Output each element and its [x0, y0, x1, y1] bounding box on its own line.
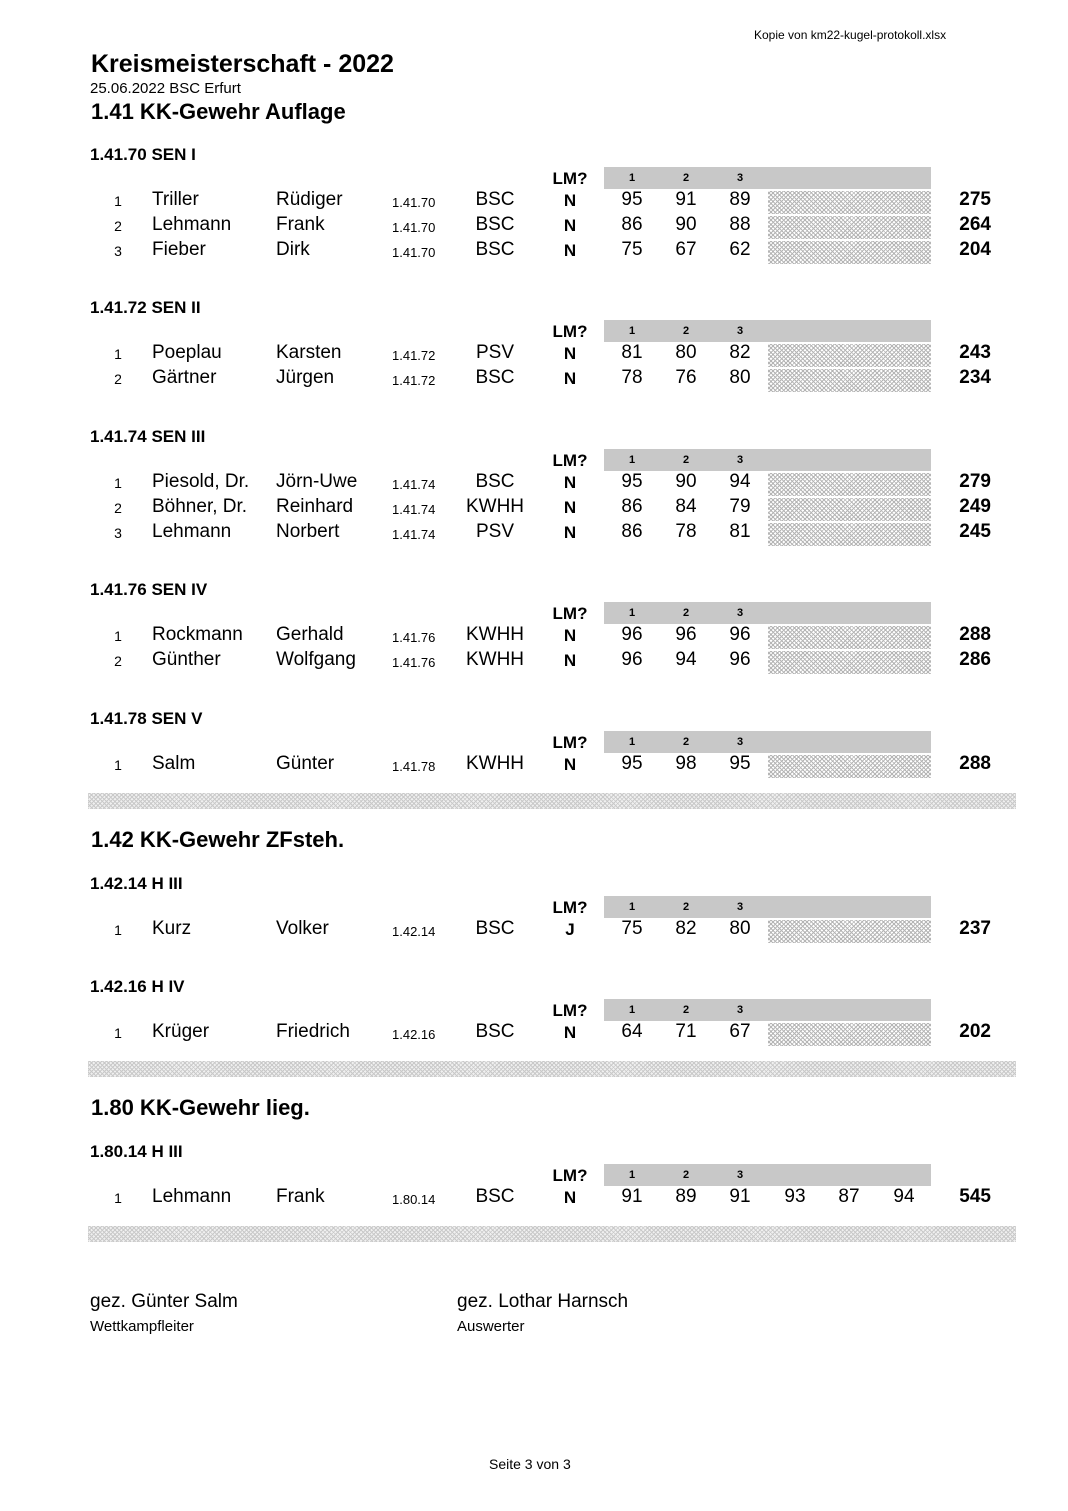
series-header-3: 3 [736, 325, 744, 337]
lm-header: LM? [552, 733, 588, 752]
score-header-bar [604, 999, 931, 1021]
last-name: Lehmann [152, 1186, 232, 1207]
series-score: 89 [729, 189, 751, 210]
club: KWHH [465, 496, 525, 517]
series-score: 78 [621, 367, 643, 388]
page-subtitle: 25.06.2022 BSC Erfurt [90, 80, 241, 97]
series-header-3: 3 [736, 172, 744, 184]
class-number: 1.41.76 [392, 630, 436, 645]
series-score: 67 [729, 1021, 751, 1042]
series-score: 94 [893, 1186, 915, 1207]
page-title: Kreismeisterschaft - 2022 [91, 50, 394, 78]
lm-header: LM? [552, 169, 588, 188]
class-number: 1.41.70 [392, 195, 436, 210]
club: BSC [475, 367, 515, 388]
lm-header: LM? [552, 1166, 588, 1185]
series-header-3: 3 [736, 1169, 744, 1181]
total-score: 275 [959, 189, 991, 210]
series-score: 82 [729, 342, 751, 363]
empty-series-area [768, 473, 931, 496]
lm-flag: N [563, 191, 577, 210]
club: KWHH [465, 649, 525, 670]
lm-flag: N [563, 473, 577, 492]
series-score: 94 [675, 649, 697, 670]
lm-header: LM? [552, 604, 588, 623]
empty-series-area [768, 1023, 931, 1046]
club: BSC [475, 471, 515, 492]
club: BSC [475, 1186, 515, 1207]
lm-flag: N [563, 651, 577, 670]
score-header-bar [604, 449, 931, 471]
total-score: 249 [959, 496, 991, 517]
series-header-3: 3 [736, 454, 744, 466]
series-header-2: 2 [682, 1169, 690, 1181]
signature-role-1: Wettkampfleiter [90, 1318, 194, 1335]
empty-series-area [768, 369, 931, 392]
class-number: 1.41.70 [392, 220, 436, 235]
empty-series-area [768, 523, 931, 546]
series-score: 84 [675, 496, 697, 517]
lm-flag: N [563, 498, 577, 517]
series-score: 86 [621, 496, 643, 517]
section-separator [88, 793, 1016, 809]
class-title: 1.42.14 H III [90, 874, 183, 893]
class-number: 1.41.70 [392, 245, 436, 260]
class-number: 1.80.14 [392, 1192, 436, 1207]
discipline-title: 1.41 KK-Gewehr Auflage [91, 99, 346, 124]
last-name: Triller [152, 189, 199, 210]
rank: 2 [114, 218, 122, 234]
series-score: 86 [621, 214, 643, 235]
first-name: Dirk [276, 239, 310, 260]
series-score: 89 [675, 1186, 697, 1207]
total-score: 202 [959, 1021, 991, 1042]
last-name: Günther [152, 649, 221, 670]
rank: 2 [114, 653, 122, 669]
lm-flag: N [563, 755, 577, 774]
last-name: Gärtner [152, 367, 217, 388]
class-number: 1.41.74 [392, 477, 436, 492]
first-name: Volker [276, 918, 329, 939]
empty-series-area [768, 755, 931, 778]
series-header-2: 2 [682, 1004, 690, 1016]
series-score: 96 [621, 624, 643, 645]
series-score: 87 [838, 1186, 860, 1207]
last-name: Salm [152, 753, 196, 774]
club: PSV [475, 521, 515, 542]
lm-flag: N [563, 1023, 577, 1042]
first-name: Günter [276, 753, 335, 774]
class-number: 1.41.72 [392, 373, 436, 388]
series-header-1: 1 [628, 172, 636, 184]
first-name: Frank [276, 1186, 325, 1207]
first-name: Jörn-Uwe [276, 471, 358, 492]
first-name: Reinhard [276, 496, 354, 517]
series-score: 96 [675, 624, 697, 645]
last-name: Poeplau [152, 342, 222, 363]
lm-flag: N [563, 523, 577, 542]
lm-flag: N [563, 241, 577, 260]
class-title: 1.41.74 SEN III [90, 427, 206, 446]
club: BSC [475, 1021, 515, 1042]
series-header-1: 1 [628, 1004, 636, 1016]
series-header-2: 2 [682, 325, 690, 337]
empty-series-area [768, 498, 931, 521]
first-name: Jürgen [276, 367, 335, 388]
class-number: 1.42.14 [392, 924, 436, 939]
class-title: 1.42.16 H IV [90, 977, 185, 996]
series-header-3: 3 [736, 1004, 744, 1016]
total-score: 204 [959, 239, 991, 260]
series-score: 91 [675, 189, 697, 210]
score-header-bar [604, 1164, 931, 1186]
series-score: 88 [729, 214, 751, 235]
series-score: 80 [729, 367, 751, 388]
signature-role-2: Auswerter [457, 1318, 525, 1335]
series-score: 94 [729, 471, 751, 492]
page-footer: Seite 3 von 3 [489, 1456, 571, 1472]
series-header-1: 1 [628, 736, 636, 748]
total-score: 279 [959, 471, 991, 492]
series-score: 96 [621, 649, 643, 670]
score-header-bar [604, 320, 931, 342]
series-score: 80 [675, 342, 697, 363]
series-header-2: 2 [682, 172, 690, 184]
first-name: Frank [276, 214, 325, 235]
rank: 1 [114, 1025, 122, 1041]
score-header-bar [604, 731, 931, 753]
last-name: Piesold, Dr. [152, 471, 250, 492]
series-score: 98 [675, 753, 697, 774]
rank: 1 [114, 193, 122, 209]
total-score: 286 [959, 649, 991, 670]
series-score: 96 [729, 649, 751, 670]
series-header-3: 3 [736, 901, 744, 913]
series-score: 81 [621, 342, 643, 363]
first-name: Norbert [276, 521, 340, 542]
series-score: 67 [675, 239, 697, 260]
series-header-2: 2 [682, 454, 690, 466]
rank: 1 [114, 922, 122, 938]
series-score: 96 [729, 624, 751, 645]
series-score: 81 [729, 521, 751, 542]
section-separator [88, 1061, 1016, 1077]
last-name: Rockmann [152, 624, 243, 645]
series-header-1: 1 [628, 1169, 636, 1181]
lm-header: LM? [552, 1001, 588, 1020]
class-title: 1.41.72 SEN II [90, 298, 201, 317]
class-title: 1.41.76 SEN IV [90, 580, 208, 599]
series-score: 62 [729, 239, 751, 260]
class-title: 1.41.70 SEN I [90, 145, 196, 164]
series-header-2: 2 [682, 736, 690, 748]
empty-series-area [768, 626, 931, 649]
series-header-2: 2 [682, 607, 690, 619]
empty-series-area [768, 191, 931, 214]
series-score: 79 [729, 496, 751, 517]
series-score: 80 [729, 918, 751, 939]
score-header-bar [604, 167, 931, 189]
club: BSC [475, 918, 515, 939]
score-header-bar [604, 602, 931, 624]
class-title: 1.41.78 SEN V [90, 709, 203, 728]
series-score: 93 [784, 1186, 806, 1207]
rank: 1 [114, 757, 122, 773]
series-header-3: 3 [736, 736, 744, 748]
series-header-1: 1 [628, 454, 636, 466]
discipline-title: 1.42 KK-Gewehr ZFsteh. [91, 827, 345, 852]
rank: 2 [114, 371, 122, 387]
empty-series-area [768, 651, 931, 674]
last-name: Krüger [152, 1021, 210, 1042]
club: PSV [475, 342, 515, 363]
club: KWHH [465, 753, 525, 774]
rank: 3 [114, 243, 122, 259]
class-number: 1.41.72 [392, 348, 436, 363]
last-name: Böhner, Dr. [152, 496, 248, 517]
class-number: 1.41.76 [392, 655, 436, 670]
club: BSC [475, 214, 515, 235]
series-score: 95 [621, 753, 643, 774]
series-score: 90 [675, 471, 697, 492]
total-score: 245 [959, 521, 991, 542]
lm-flag: N [563, 369, 577, 388]
rank: 1 [114, 1190, 122, 1206]
total-score: 234 [959, 367, 991, 388]
series-header-2: 2 [682, 901, 690, 913]
total-score: 264 [959, 214, 991, 235]
section-separator [88, 1226, 1016, 1242]
rank: 1 [114, 346, 122, 362]
signature-name-1: gez. Günter Salm [90, 1291, 238, 1312]
series-header-3: 3 [736, 607, 744, 619]
series-score: 75 [621, 239, 643, 260]
class-number: 1.41.74 [392, 502, 436, 517]
first-name: Rüdiger [276, 189, 343, 210]
total-score: 243 [959, 342, 991, 363]
series-score: 95 [621, 189, 643, 210]
series-score: 90 [675, 214, 697, 235]
lm-header: LM? [552, 322, 588, 341]
series-score: 86 [621, 521, 643, 542]
series-score: 75 [621, 918, 643, 939]
last-name: Lehmann [152, 214, 232, 235]
series-score: 95 [621, 471, 643, 492]
class-title: 1.80.14 H III [90, 1142, 183, 1161]
club: BSC [475, 189, 515, 210]
lm-header: LM? [552, 451, 588, 470]
file-label: Kopie von km22-kugel-protokoll.xlsx [754, 28, 947, 42]
club: KWHH [465, 624, 525, 645]
signature-name-2: gez. Lothar Harnsch [457, 1291, 629, 1312]
class-number: 1.42.16 [392, 1027, 436, 1042]
lm-header: LM? [552, 898, 588, 917]
discipline-title: 1.80 KK-Gewehr lieg. [91, 1095, 310, 1120]
lm-flag: N [563, 216, 577, 235]
total-score: 288 [959, 624, 991, 645]
rank: 3 [114, 525, 122, 541]
last-name: Lehmann [152, 521, 232, 542]
series-header-1: 1 [628, 325, 636, 337]
series-score: 82 [675, 918, 697, 939]
first-name: Gerhald [276, 624, 344, 645]
last-name: Kurz [152, 918, 192, 939]
rank: 1 [114, 628, 122, 644]
lm-flag: N [563, 344, 577, 363]
series-score: 64 [621, 1021, 643, 1042]
total-score: 545 [959, 1186, 991, 1207]
total-score: 288 [959, 753, 991, 774]
series-header-1: 1 [628, 901, 636, 913]
empty-series-area [768, 216, 931, 239]
series-score: 76 [675, 367, 697, 388]
class-number: 1.41.78 [392, 759, 436, 774]
empty-series-area [768, 920, 931, 943]
empty-series-area [768, 344, 931, 367]
empty-series-area [768, 241, 931, 264]
total-score: 237 [959, 918, 991, 939]
class-number: 1.41.74 [392, 527, 436, 542]
series-score: 71 [675, 1021, 697, 1042]
last-name: Fieber [152, 239, 206, 260]
lm-flag: N [563, 1188, 577, 1207]
score-header-bar [604, 896, 931, 918]
club: BSC [475, 239, 515, 260]
first-name: Friedrich [276, 1021, 350, 1042]
first-name: Wolfgang [276, 649, 356, 670]
series-header-1: 1 [628, 607, 636, 619]
series-score: 95 [729, 753, 751, 774]
series-score: 78 [675, 521, 697, 542]
lm-flag: J [565, 920, 575, 939]
lm-flag: N [563, 626, 577, 645]
rank: 2 [114, 500, 122, 516]
rank: 1 [114, 475, 122, 491]
series-score: 91 [621, 1186, 643, 1207]
series-score: 91 [729, 1186, 751, 1207]
first-name: Karsten [276, 342, 342, 363]
